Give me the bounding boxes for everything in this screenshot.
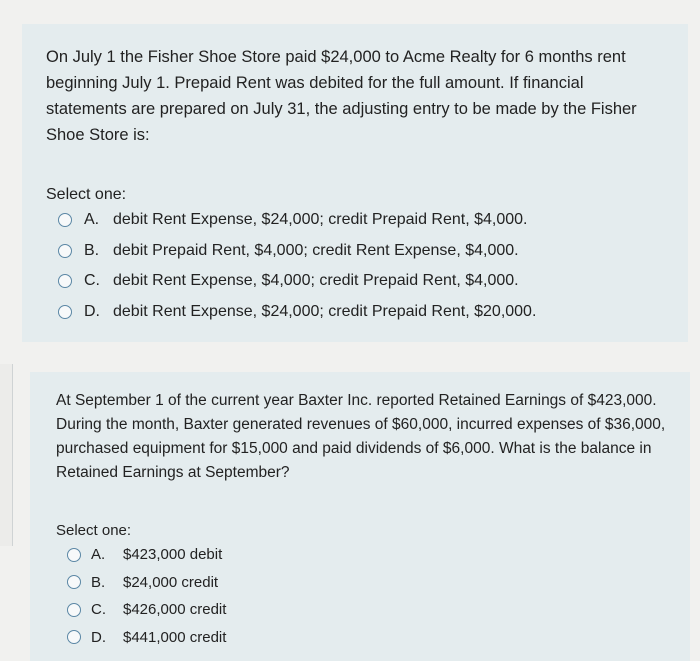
option-letter: B. (84, 241, 100, 259)
question-text: On July 1 the Fisher Shoe Store paid $24,000 to Acme Realty for 6 months rent beginning July 1. Prepaid Rent was debited for the full amount. If financial statements are prepared on July 31, the adjusting entry to be made by the Fisher Shoe Store is: (46, 48, 637, 144)
question-text: At September 1 of the current year Baxter Inc. reported Retained Earnings of $423,000. During the month, Baxter generated revenues of $60,000, incurred expenses of $36,000, purchased equipment for $15,000 and paid dividends of $6,000. What is the balance in Retained Earnings at September? (56, 392, 666, 481)
answer-options (46, 205, 666, 327)
answer-options (56, 541, 668, 651)
option-letter: D. (91, 628, 106, 646)
answer-option-d[interactable] (56, 624, 668, 652)
question-card-1 (22, 24, 688, 342)
radio-unchecked-icon[interactable] (67, 603, 81, 617)
option-text: debit Rent Expense, $24,000; credit Prepaid Rent, $20,000. (113, 302, 537, 320)
option-text: debit Prepaid Rent, $4,000; credit Rent Expense, $4,000. (113, 241, 519, 259)
radio-unchecked-icon[interactable] (58, 305, 72, 319)
answer-option-c[interactable] (56, 596, 668, 624)
answer-option-d[interactable] (46, 297, 666, 328)
option-letter: A. (91, 546, 106, 564)
radio-unchecked-icon[interactable] (67, 630, 81, 644)
option-text: $24,000 credit (123, 573, 219, 591)
select-one-label: Select one: (46, 186, 127, 203)
radio-unchecked-icon[interactable] (58, 213, 72, 227)
answer-option-a[interactable] (46, 205, 666, 236)
answer-option-b[interactable] (56, 569, 668, 597)
option-text: $426,000 credit (123, 601, 227, 619)
option-text: debit Rent Expense, $24,000; credit Prepaid Rent, $4,000. (113, 211, 528, 229)
radio-unchecked-icon[interactable] (67, 548, 81, 562)
radio-unchecked-icon[interactable] (58, 274, 72, 288)
left-edge-panel (0, 364, 13, 546)
question-card-2 (30, 372, 690, 661)
radio-unchecked-icon[interactable] (58, 244, 72, 258)
option-letter: D. (84, 302, 100, 320)
radio-unchecked-icon[interactable] (67, 575, 81, 589)
answer-option-c[interactable] (46, 266, 666, 297)
option-letter: C. (91, 601, 106, 619)
option-letter: C. (84, 272, 100, 290)
option-text: $423,000 debit (123, 546, 223, 564)
option-text: debit Rent Expense, $4,000; credit Prepaid Rent, $4,000. (113, 272, 519, 290)
answer-option-b[interactable] (46, 236, 666, 267)
option-text: $441,000 credit (123, 628, 227, 646)
option-letter: B. (91, 573, 106, 591)
option-letter: A. (84, 211, 100, 229)
select-one-label: Select one: (56, 522, 132, 539)
answer-option-a[interactable] (56, 541, 668, 569)
